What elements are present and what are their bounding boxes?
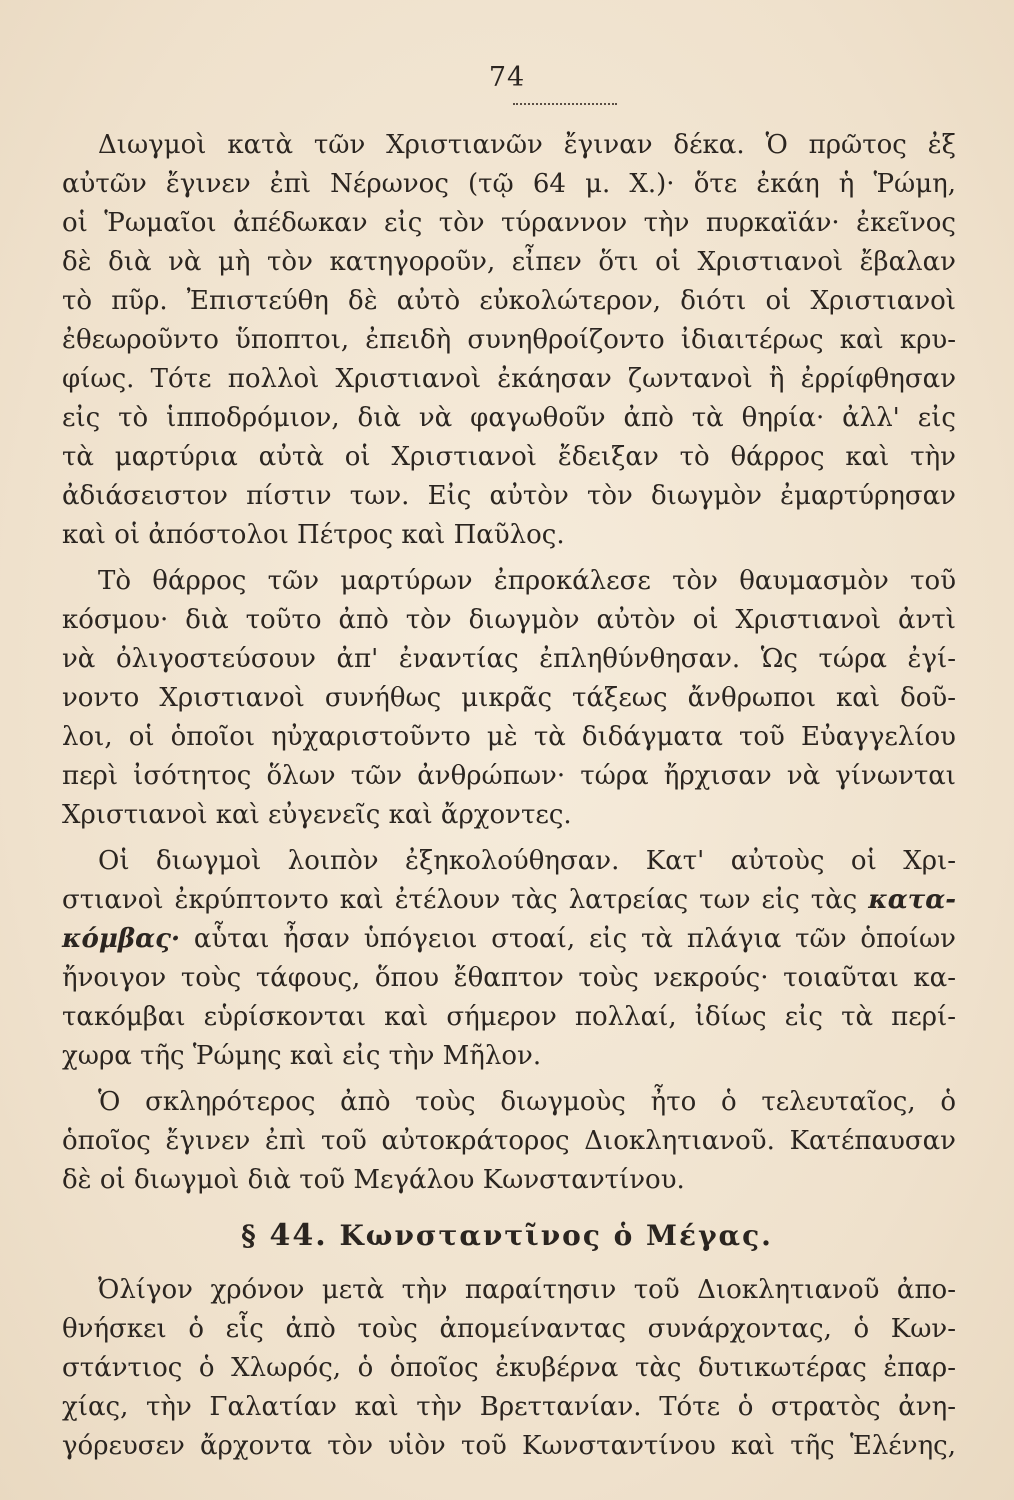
text-line: Διωγμοὶ κατὰ τῶν Χριστιανῶν ἔγιναν δέκα. Ὁ πρῶτος ἐξ <box>98 130 956 160</box>
emphasized-term: κατα- <box>868 885 957 915</box>
section-heading <box>0 1218 1014 1253</box>
section-title: Κωνσταντῖνος ὁ Μέγας. <box>339 1219 773 1252</box>
text-line <box>62 882 956 918</box>
text-line: τὰ μαρτύρια αὐτὰ οἱ Χριστιανοὶ ἔδειξαν τὸ θάρρος καὶ τὴν <box>62 442 956 472</box>
text-line: οἱ Ῥωμαῖοι ἀπέδωκαν εἰς τὸν τύραννον τὴν πυρκαϊάν· ἐκεῖνος <box>62 208 956 238</box>
emphasized-term: κόμβας· <box>62 924 181 954</box>
text-line: ἐθεωροῦντο ὕποπτοι, ἐπειδὴ συνηθροίζοντο ἰδιαιτέρως καὶ κρυ- <box>62 325 956 355</box>
text-line: αὐτῶν ἔγινεν ἐπὶ Νέρωνος (τῷ 64 μ. Χ.)· ὅτε ἐκάη ἡ Ῥώμη, <box>62 169 956 199</box>
text-line: θνήσκει ὁ εἷς ἀπὸ τοὺς ἀπομείναντας συνάρχοντας, ὁ Κων- <box>62 1314 956 1344</box>
text-line: Τὸ θάρρος τῶν μαρτύρων ἐπροκάλεσε τὸν θαυμασμὸν τοῦ <box>98 566 956 596</box>
text-line: φίως. Τότε πολλοὶ Χριστιανοὶ ἐκάησαν ζωντανοὶ ἢ ἐρρίφθησαν <box>62 364 956 394</box>
text-line: δὲ διὰ νὰ μὴ τὸν κατηγοροῦν, εἶπεν ὅτι οἱ Χριστιανοὶ ἔβαλαν <box>62 247 956 277</box>
text-line: ὁποῖος ἔγινεν ἐπὶ τοῦ αὐτοκράτορος Διοκλητιανοῦ. Κατέπαυσαν <box>62 1126 956 1156</box>
text-line: χωρα τῆς Ῥώμης καὶ εἰς τὴν Μῆλον. <box>62 1041 542 1071</box>
text-line: ἀδιάσειστον πίστιν των. Εἰς αὐτὸν τὸν διωγμὸν ἐμαρτύρησαν <box>62 481 956 511</box>
text-line: δὲ οἱ διωγμοὶ διὰ τοῦ Μεγάλου Κωνσταντίνου. <box>62 1165 685 1195</box>
text-line: νὰ ὀλιγοστεύσουν ἀπ' ἐναντίας ἐπληθύνθησαν. Ὡς τώρα ἐγί- <box>62 644 956 674</box>
text-line: Ὁ σκληρότερος ἀπὸ τοὺς διωγμοὺς ἦτο ὁ τελευταῖος, ὁ <box>98 1087 956 1117</box>
text-line: γόρευσεν ἄρχοντα τὸν υἱὸν τοῦ Κωνσταντίνου καὶ τῆς Ἑλένης, <box>62 1431 956 1461</box>
text-line: κόσμου· διὰ τοῦτο ἀπὸ τὸν διωγμὸν αὐτὸν οἱ Χριστιανοὶ ἀντὶ <box>62 605 956 635</box>
text-line: Οἱ διωγμοὶ λοιπὸν ἐξηκολούθησαν. Κατ' αὐτοὺς οἱ Χρι- <box>98 846 956 876</box>
text-line: λοι, οἱ ὁποῖοι ηὐχαριστοῦντο μὲ τὰ διδάγματα τοῦ Εὐαγγελίου <box>62 722 956 752</box>
text-line: καὶ οἱ ἀπόστολοι Πέτρος καὶ Παῦλος. <box>62 520 565 550</box>
text-line: ἤνοιγον τοὺς τάφους, ὅπου ἔθαπτον τοὺς νεκρούς· τοιαῦται κα- <box>62 963 956 993</box>
text-line: στάντιος ὁ Χλωρός, ὁ ὁποῖος ἐκυβέρνα τὰς δυτικωτέρας ἐπαρ- <box>62 1353 956 1383</box>
section-symbol: § <box>241 1219 258 1252</box>
text-segment: στιανοὶ ἐκρύπτοντο καὶ ἐτέλουν τὰς λατρείας των εἰς τὰς <box>62 885 858 915</box>
text-line: Ὀλίγον χρόνον μετὰ τὴν παραίτησιν τοῦ Διοκλητιανοῦ ἀπο- <box>98 1275 956 1305</box>
text-line: εἰς τὸ ἱπποδρόμιον, διὰ νὰ φαγωθοῦν ἀπὸ τὰ θηρία· ἀλλ' εἰς <box>62 403 956 433</box>
text-line: χίας, τὴν Γαλατίαν καὶ τὴν Βρεττανίαν. Τότε ὁ στρατὸς ἀνη- <box>62 1392 956 1422</box>
text-line: Χριστιανοὶ καὶ εὐγενεῖς καὶ ἄρχοντες. <box>62 800 572 830</box>
text-line <box>62 921 956 957</box>
text-line: νοντο Χριστιανοὶ συνήθως μικρᾶς τάξεως ἄνθρωποι καὶ δοῦ- <box>62 683 956 713</box>
page-number-rule <box>513 103 617 105</box>
page-number: 74 <box>488 62 526 93</box>
text-line: τὸ πῦρ. Ἐπιστεύθη δὲ αὐτὸ εὐκολώτερον, διότι οἱ Χριστιανοὶ <box>62 286 956 316</box>
text-line: περὶ ἰσότητος ὅλων τῶν ἀνθρώπων· τώρα ἤρχισαν νὰ γίνωνται <box>62 761 956 791</box>
text-line: τακόμβαι εὑρίσκονται καὶ σήμερον πολλαί, ἰδίως εἰς τὰ περί- <box>62 1002 956 1032</box>
text-segment: αὗται ἦσαν ὑπόγειοι στοαί, εἰς τὰ πλάγια τῶν ὁποίων <box>180 924 956 954</box>
section-number: 44. <box>269 1218 328 1253</box>
